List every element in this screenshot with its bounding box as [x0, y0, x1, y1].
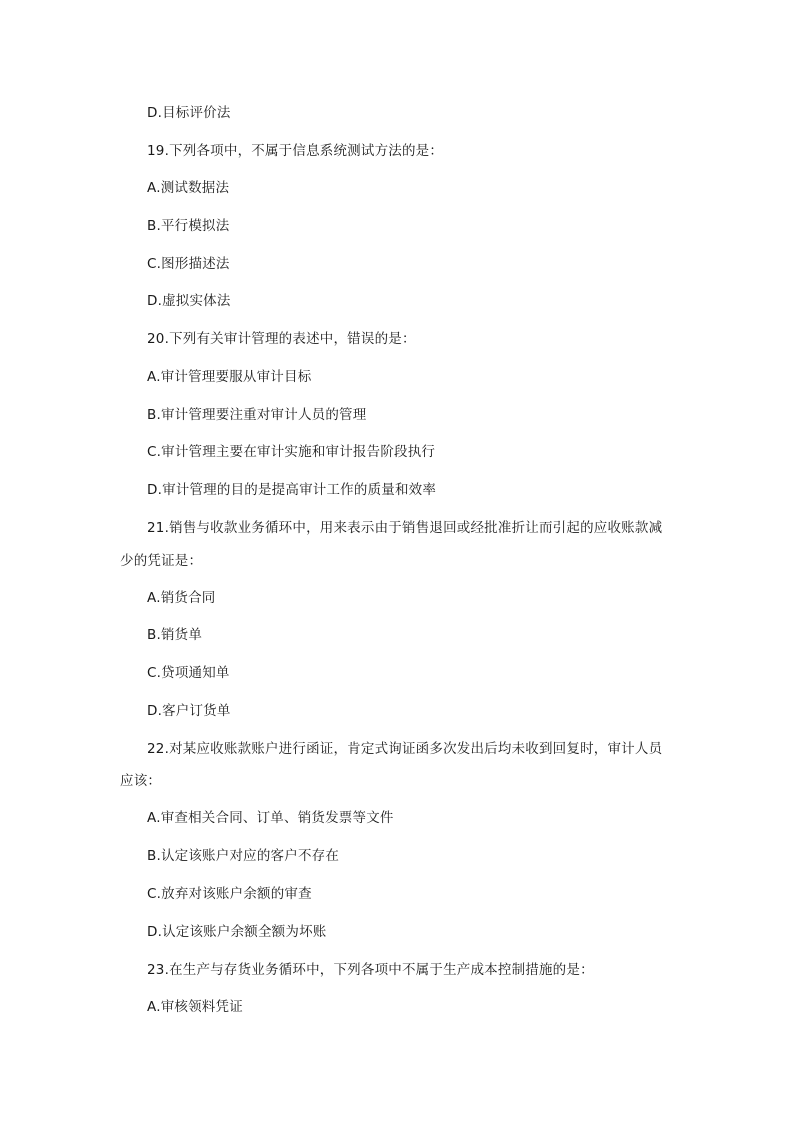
option-c-q21: C.贷项通知单: [147, 665, 230, 681]
option-b-q19: B.平行模拟法: [147, 218, 230, 234]
option-a-q19: A.测试数据法: [147, 180, 230, 196]
option-d-q20: D.审计管理的目的是提高审计工作的质量和效率: [147, 482, 437, 498]
option-a-q22: A.审查相关合同、订单、销货发票等文件: [147, 810, 394, 826]
question-22-line1: 22.对某应收账款账户进行函证，肯定式询证函多次发出后均未收到回复时，审计人员: [147, 741, 663, 757]
question-21-line2: 少的凭证是：: [120, 553, 203, 569]
option-a-q20: A.审计管理要服从审计目标: [147, 369, 312, 385]
question-22-line2: 应该：: [120, 773, 162, 789]
option-d-q22: D.认定该账户余额全额为坏账: [147, 924, 327, 940]
question-23: 23.在生产与存货业务循环中，下列各项中不属于生产成本控制措施的是：: [147, 962, 594, 978]
option-a-q23: A.审核领料凭证: [147, 999, 243, 1015]
option-d-q21: D.客户订货单: [147, 703, 231, 719]
option-a-q21: A.销货合同: [147, 590, 216, 606]
option-d-q19: D.虚拟实体法: [147, 293, 231, 309]
option-b-q21: B.销货单: [147, 627, 203, 643]
question-19: 19.下列各项中，不属于信息系统测试方法的是：: [147, 143, 444, 159]
option-c-q19: C.图形描述法: [147, 256, 230, 272]
option-d-q18: D.目标评价法: [147, 105, 231, 121]
option-c-q20: C.审计管理主要在审计实施和审计报告阶段执行: [147, 444, 436, 460]
question-20: 20.下列有关审计管理的表述中，错误的是：: [147, 331, 416, 347]
option-b-q22: B.认定该账户对应的客户不存在: [147, 848, 340, 864]
option-b-q20: B.审计管理要注重对审计人员的管理: [147, 407, 367, 423]
option-c-q22: C.放弃对该账户余额的审查: [147, 886, 312, 902]
question-21-line1: 21.销售与收款业务循环中，用来表示由于销售退回或经批准折让而引起的应收账款减: [147, 520, 663, 536]
